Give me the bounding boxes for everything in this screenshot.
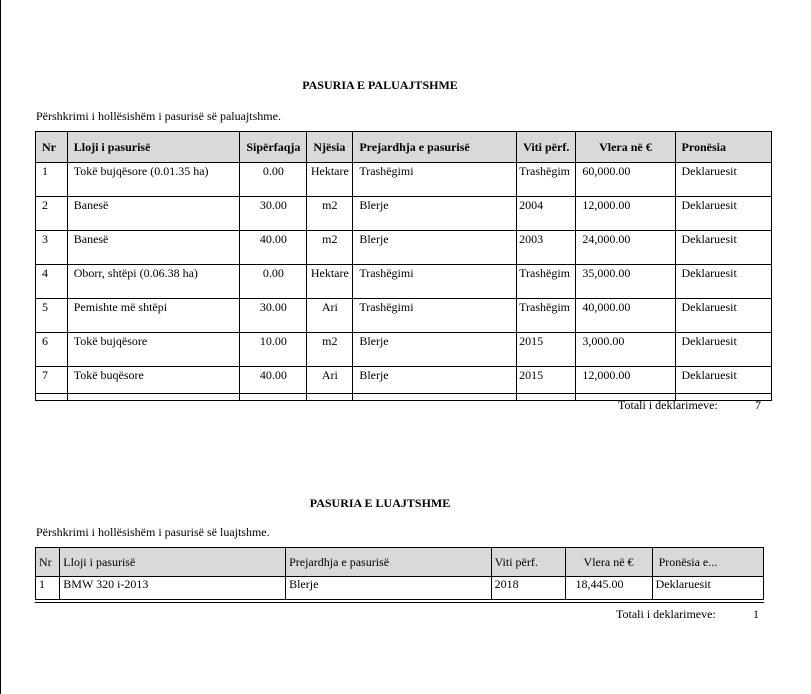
col-header: Lloji i pasurisë (67, 132, 240, 163)
movable-header-row (36, 548, 764, 577)
col-header: Viti përf. (491, 548, 565, 577)
cell-value: 35,000.00 (576, 265, 675, 299)
cell-origin: Blerje (353, 197, 517, 231)
cell-year: 2004 (517, 197, 576, 231)
table-row (36, 163, 772, 197)
movable-description: Përshkrimi i hollësishëm i pasurisë së luajtshme. (36, 525, 270, 539)
cell-area: 0.00 (240, 163, 307, 197)
col-header: Pronësia (675, 132, 772, 163)
cell-nr: 3 (36, 231, 68, 265)
cell-unit: m2 (307, 197, 353, 231)
cell-ownership: Deklaruesit (675, 231, 772, 265)
cell-year: Trashëgim (517, 265, 576, 299)
col-header: Lloji i pasurisë (60, 548, 286, 577)
cell-unit: Ari (307, 367, 353, 401)
table-bottom-rule (35, 391, 772, 394)
col-header: Vlera në € (576, 132, 675, 163)
cell-origin: Trashëgimi (353, 265, 517, 299)
col-header: Pronësia e... (652, 548, 763, 577)
cell-origin: Blerje (353, 333, 517, 367)
col-header: Prejardhja e pasurisë (353, 132, 517, 163)
movable-section-title: PASURIA E LUAJTSHME (309, 496, 451, 510)
cell-value: 18,445.00 (565, 577, 652, 600)
total-value: 7 (755, 398, 761, 412)
cell-origin: Trashëgimi (353, 299, 517, 333)
cell-nr: 7 (36, 367, 68, 401)
cell-ownership: Deklaruesit (652, 577, 763, 600)
cell-ownership: Deklaruesit (675, 333, 772, 367)
cell-nr: 1 (36, 163, 68, 197)
cell-value: 40,000.00 (576, 299, 675, 333)
immovable-property-table (35, 131, 772, 401)
cell-area: 0.00 (240, 265, 307, 299)
cell-value: 24,000.00 (576, 231, 675, 265)
cell-nr: 5 (36, 299, 68, 333)
cell-unit: Hektare (307, 163, 353, 197)
cell-area: 30.00 (240, 299, 307, 333)
cell-area: 10.00 (240, 333, 307, 367)
cell-value: 12,000.00 (576, 197, 675, 231)
cell-unit: Hektare (307, 265, 353, 299)
immovable-description: Përshkrimi i hollësishëm i pasurisë së paluajtshme. (36, 109, 281, 123)
cell-value: 60,000.00 (576, 163, 675, 197)
cell-type: Tokë bujqësore (0.01.35 ha) (67, 163, 240, 197)
total-label: Totali i deklarimeve: (616, 607, 716, 621)
cell-nr: 1 (36, 577, 60, 600)
table-row (36, 299, 772, 333)
cell-year: 2015 (517, 333, 576, 367)
cell-value: 12,000.00 (576, 367, 675, 401)
movable-property-table (35, 547, 764, 600)
cell-type: BMW 320 i-2013 (60, 577, 286, 600)
col-header: Njësia (307, 132, 353, 163)
table-row (36, 577, 764, 600)
cell-unit: Ari (307, 299, 353, 333)
cell-area: 40.00 (240, 367, 307, 401)
col-header: Prejardhja e pasurisë (286, 548, 492, 577)
cell-value: 3,000.00 (576, 333, 675, 367)
cell-type: Pemishte më shtëpi (67, 299, 240, 333)
cell-year: 2003 (517, 231, 576, 265)
cell-origin: Blerje (353, 367, 517, 401)
cell-origin: Trashëgimi (353, 163, 517, 197)
cell-nr: 6 (36, 333, 68, 367)
table-row (36, 231, 772, 265)
cell-type: Tokë bujqësore (67, 333, 240, 367)
cell-type: Tokë buqësore (67, 367, 240, 401)
col-header: Nr (36, 548, 60, 577)
col-header: Vlera në € (565, 548, 652, 577)
cell-ownership: Deklaruesit (675, 163, 772, 197)
table-row (36, 367, 772, 401)
cell-year: 2018 (491, 577, 565, 600)
immovable-section-title: PASURIA E PALUAJTSHME (302, 78, 458, 92)
cell-ownership: Deklaruesit (675, 367, 772, 401)
cell-unit: m2 (307, 231, 353, 265)
cell-origin: Blerje (353, 231, 517, 265)
total-label: Totali i deklarimeve: (618, 398, 718, 412)
col-header: Nr (36, 132, 68, 163)
cell-area: 30.00 (240, 197, 307, 231)
cell-ownership: Deklaruesit (675, 265, 772, 299)
col-header: Sipërfaqja (240, 132, 307, 163)
table-row (36, 265, 772, 299)
cell-type: Oborr, shtëpi (0.06.38 ha) (67, 265, 240, 299)
cell-area: 40.00 (240, 231, 307, 265)
cell-type: Banesë (67, 231, 240, 265)
cell-nr: 4 (36, 265, 68, 299)
table-bottom-rule (35, 600, 764, 603)
col-header: Viti përf. (517, 132, 576, 163)
cell-year: 2015 (517, 367, 576, 401)
immovable-header-row (36, 132, 772, 163)
cell-year: Trashëgim (517, 163, 576, 197)
cell-ownership: Deklaruesit (675, 299, 772, 333)
cell-year: Trashëgim (517, 299, 576, 333)
cell-type: Banesë (67, 197, 240, 231)
cell-unit: m2 (307, 333, 353, 367)
table-row (36, 197, 772, 231)
cell-origin: Blerje (286, 577, 492, 600)
cell-ownership: Deklaruesit (675, 197, 772, 231)
table-row (36, 333, 772, 367)
cell-nr: 2 (36, 197, 68, 231)
page-left-border (0, 0, 1, 694)
total-value: 1 (753, 607, 759, 621)
